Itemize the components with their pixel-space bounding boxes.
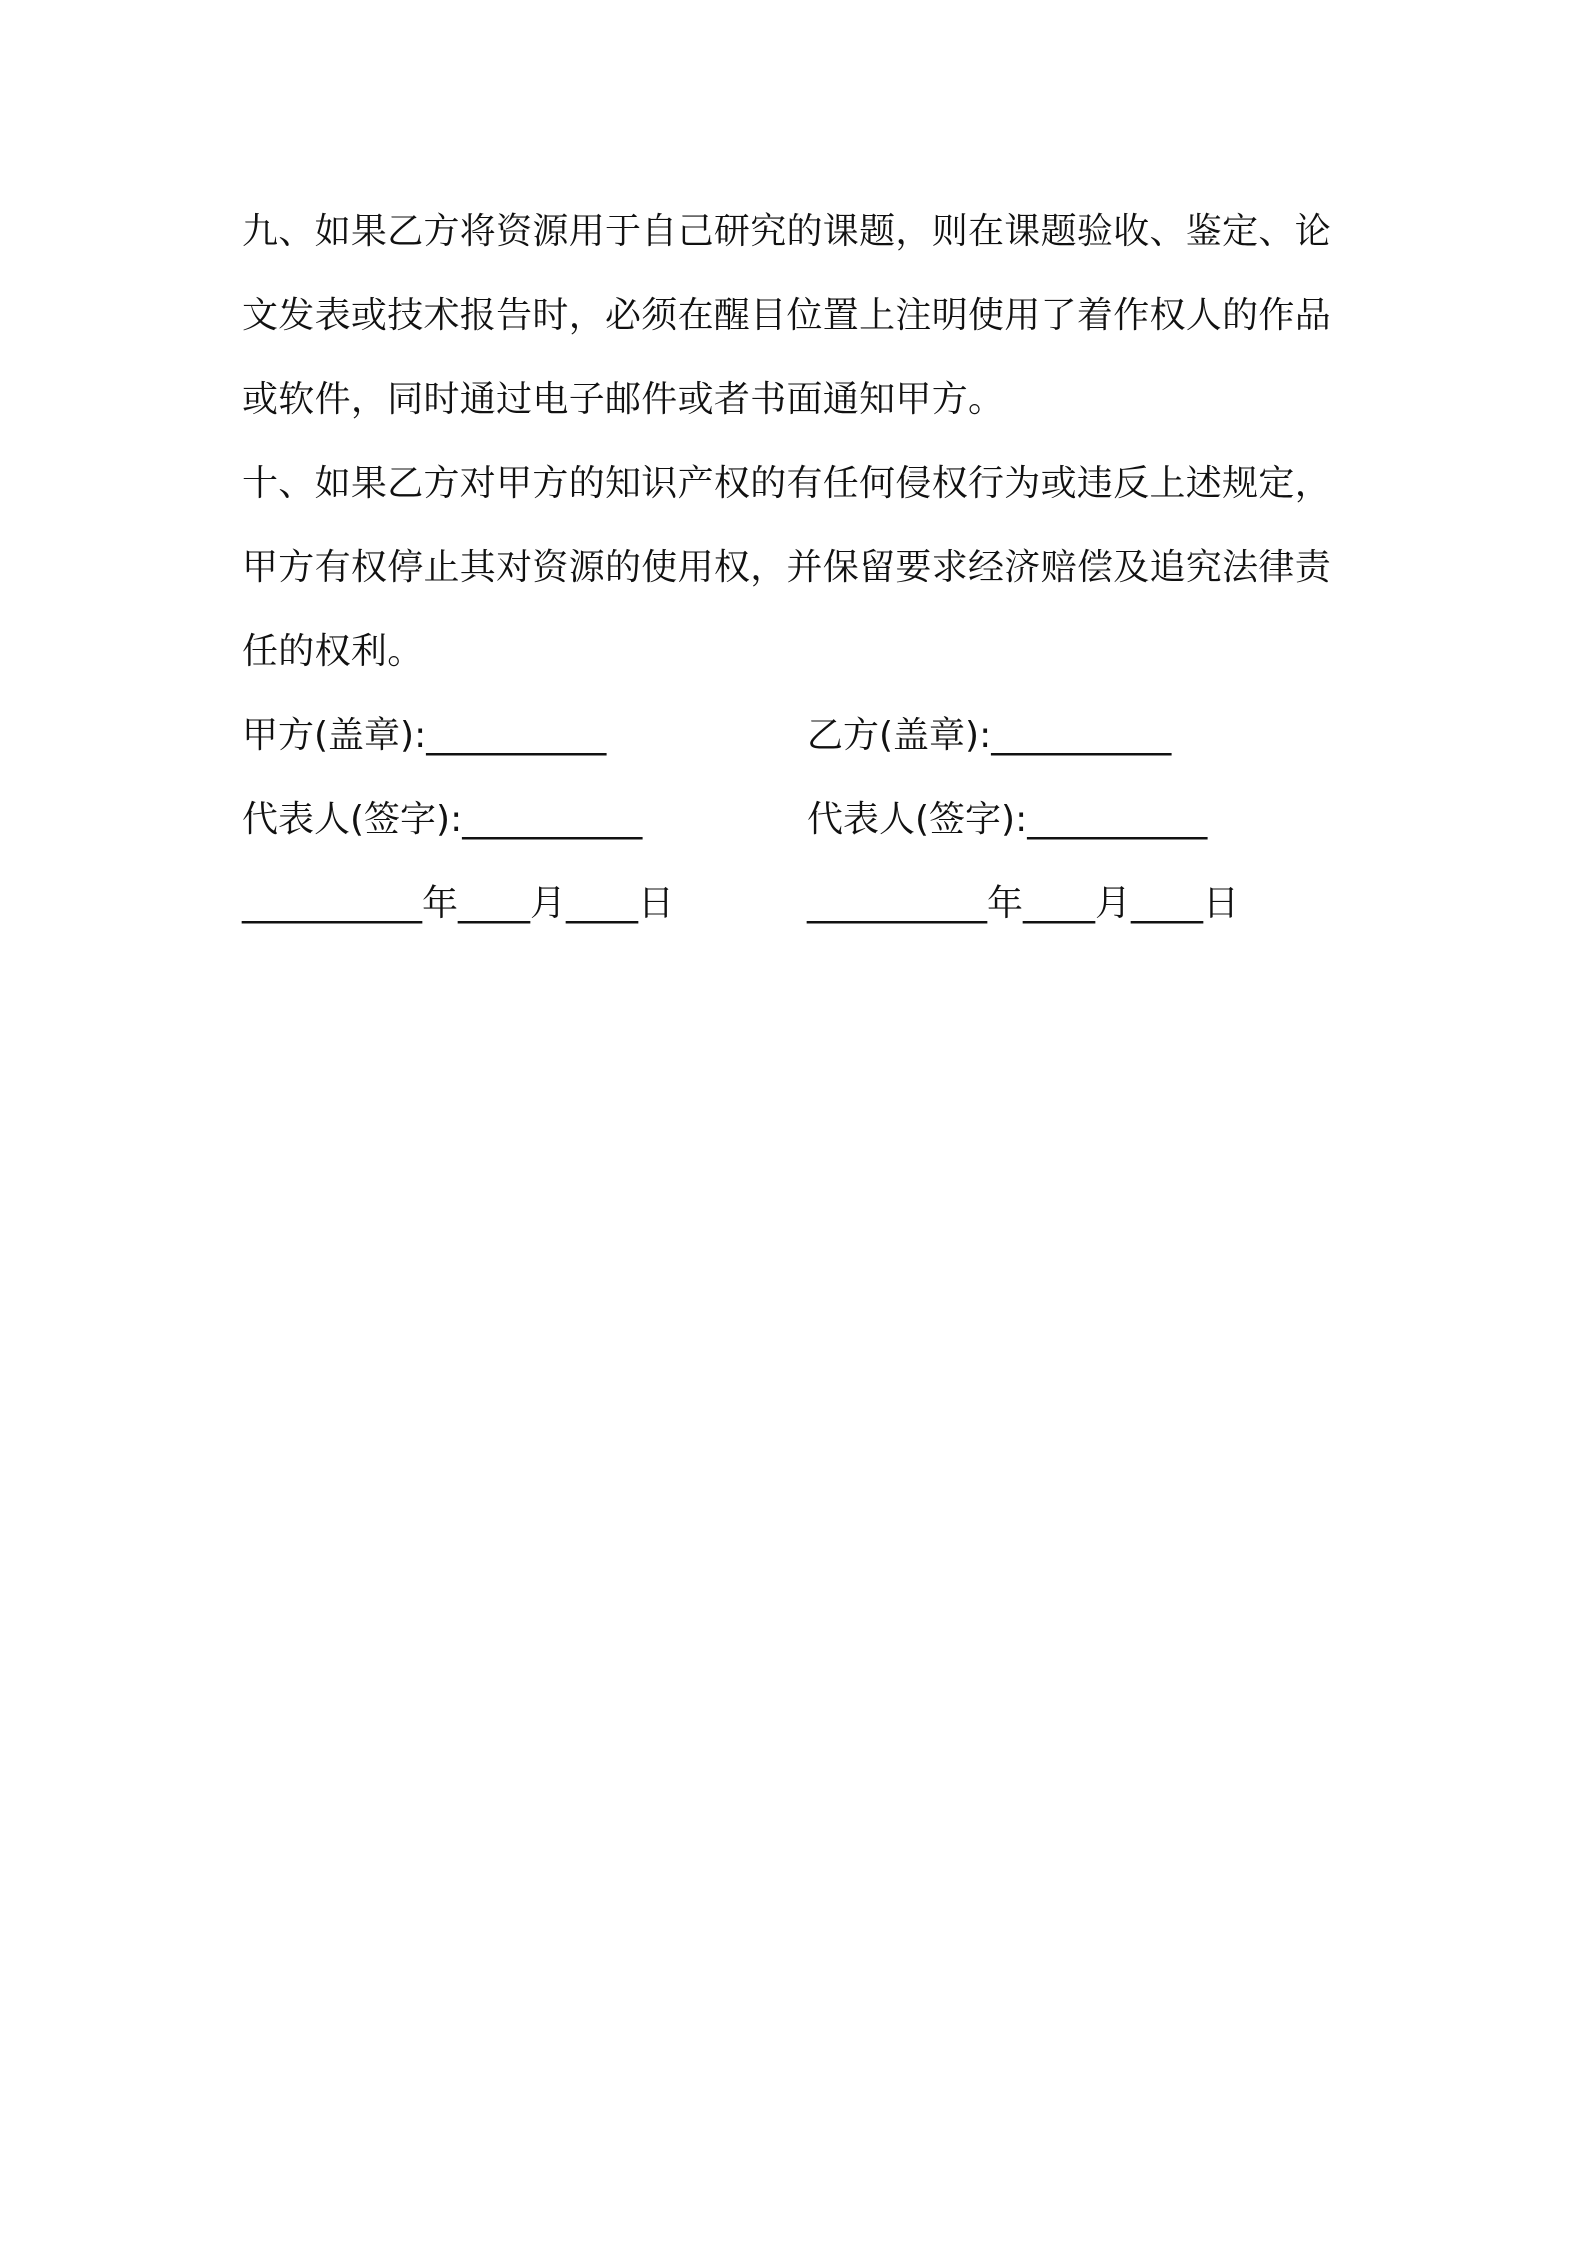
party-b-date: __________年____月____日 (807, 883, 1239, 924)
party-a-representative: 代表人(签字):__________ (242, 799, 643, 840)
clause-ten (242, 442, 1362, 694)
clause-nine-line: 文发表或技术报告时，必须在醒目位置上注明使用了着作权人的作品 (242, 295, 1332, 336)
clause-nine-line: 九、如果乙方将资源用于自己研究的课题，则在课题验收、鉴定、论 (242, 211, 1332, 252)
date-row (242, 862, 1362, 946)
seal-row (242, 694, 1362, 778)
party-a-seal: 甲方(盖章):__________ (242, 715, 607, 756)
clause-ten-line: 甲方有权停止其对资源的使用权，并保留要求经济赔偿及追究法律责 (242, 547, 1332, 588)
document-body (242, 190, 1362, 946)
representative-row (242, 778, 1362, 862)
party-b-seal: 乙方(盖章):__________ (807, 715, 1172, 756)
clause-nine (242, 190, 1362, 442)
signature-block (242, 694, 1362, 946)
clause-ten-line: 任的权利。 (242, 631, 424, 672)
clause-nine-line: 或软件，同时通过电子邮件或者书面通知甲方。 (242, 379, 1005, 420)
party-a-date: __________年____月____日 (242, 883, 674, 924)
party-b-representative: 代表人(签字):__________ (807, 799, 1208, 840)
clause-ten-line: 十、如果乙方对甲方的知识产权的有任何侵权行为或违反上述规定， (242, 463, 1332, 504)
